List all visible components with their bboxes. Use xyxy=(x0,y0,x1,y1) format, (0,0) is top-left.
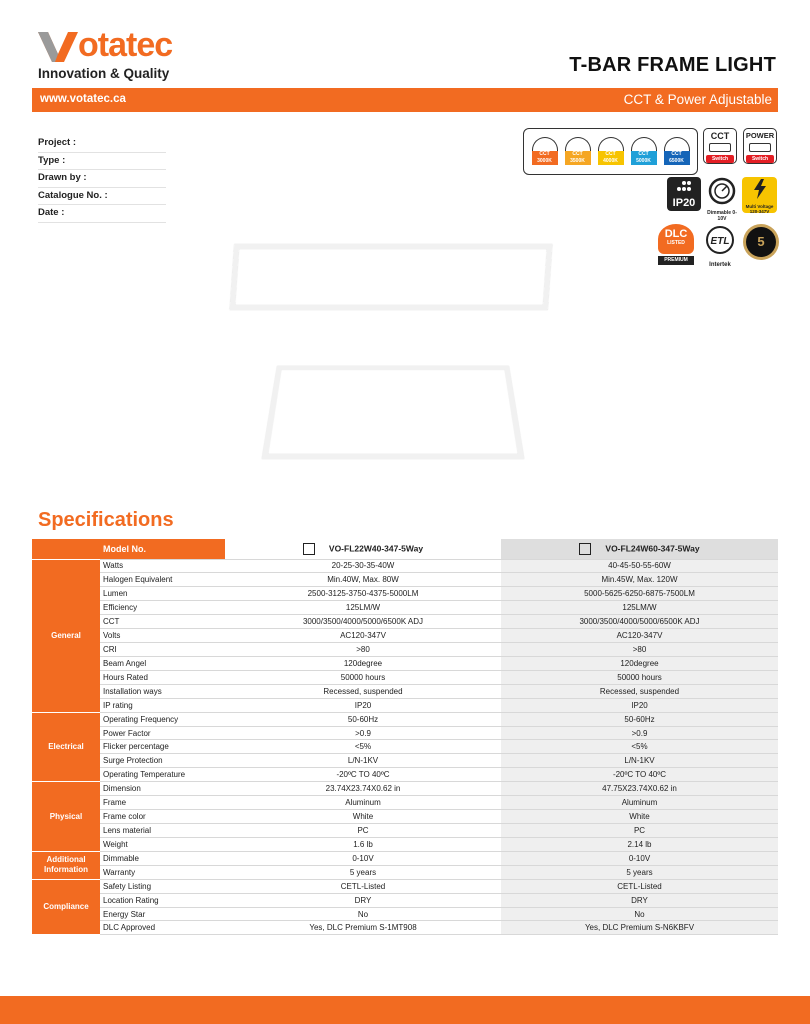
spec-label: Hours Rated xyxy=(100,670,225,684)
table-row xyxy=(32,559,778,573)
model-b-checkbox[interactable] xyxy=(579,543,591,555)
table-row xyxy=(32,587,778,601)
spec-value-a: L/N-1KV xyxy=(225,754,501,768)
cct-chip-top-text: CCT xyxy=(671,150,682,157)
spec-label: Efficiency xyxy=(100,601,225,615)
date-field[interactable]: Date : xyxy=(38,205,166,223)
spec-value-a: 50000 hours xyxy=(225,670,501,684)
switch-icon xyxy=(749,143,771,152)
spec-value-b: No xyxy=(501,907,778,921)
cct-chip-value: 6500K xyxy=(669,157,684,164)
table-row xyxy=(32,615,778,629)
header-bar xyxy=(32,88,778,112)
specifications-table xyxy=(32,539,778,935)
spec-value-a: White xyxy=(225,810,501,824)
spec-value-b: 50-60Hz xyxy=(501,712,778,726)
cct-chip-top-text: CCT xyxy=(605,150,616,157)
cct-chip-top-text: CCT xyxy=(539,150,550,157)
table-row xyxy=(32,684,778,698)
table-row xyxy=(32,768,778,782)
spec-label: Location Rating xyxy=(100,893,225,907)
spec-label: Frame color xyxy=(100,810,225,824)
table-row xyxy=(32,601,778,615)
cct-switch-label: CCT xyxy=(710,131,730,141)
dimmable-badge xyxy=(705,177,739,222)
spec-value-b: <5% xyxy=(501,740,778,754)
warranty-badge xyxy=(743,224,779,260)
product-image-2x2-panel xyxy=(262,366,524,459)
bulb-icon xyxy=(631,137,657,151)
spec-value-b: 5000-5625-6250-6875-7500LM xyxy=(501,587,778,601)
spec-value-a: AC120-347V xyxy=(225,629,501,643)
model-a-checkbox[interactable] xyxy=(303,543,315,555)
spec-value-a: Min.40W, Max. 80W xyxy=(225,573,501,587)
spec-value-b: 3000/3500/4000/5000/6500K ADJ xyxy=(501,615,778,629)
bulb-icon xyxy=(664,137,690,151)
page-title: T-BAR FRAME LIGHT xyxy=(569,54,776,76)
spec-group-label: Additional Information xyxy=(32,851,100,879)
dlc-label: DLC xyxy=(664,228,688,240)
cct-chip xyxy=(664,137,690,167)
intertek-label: Intertek xyxy=(709,262,731,268)
spec-value-b: Min.45W, Max. 120W xyxy=(501,573,778,587)
spec-group-label: General xyxy=(32,559,100,712)
spec-label: Operating Temperature xyxy=(100,768,225,782)
spec-group-label: Electrical xyxy=(32,712,100,782)
spec-value-a: IP20 xyxy=(225,698,501,712)
table-row xyxy=(32,837,778,851)
logo-v-mark xyxy=(38,28,78,62)
ip20-label: IP20 xyxy=(672,197,696,209)
cct-chip-value: 3500K xyxy=(570,157,585,164)
spec-label: Weight xyxy=(100,837,225,851)
water-drops-icon xyxy=(675,180,693,192)
spec-value-b: Yes, DLC Premium S-N6KBFV xyxy=(501,921,778,935)
dlc-premium-label: PREMIUM xyxy=(658,256,694,265)
brand-logo xyxy=(38,26,172,62)
spec-label: Installation ways xyxy=(100,684,225,698)
cct-chip-label xyxy=(664,151,690,165)
table-row xyxy=(32,907,778,921)
table-row xyxy=(32,656,778,670)
model-a-number: VO-FL22W40-347-5Way xyxy=(328,543,424,553)
spec-value-a: -20ºC TO 40ºC xyxy=(225,768,501,782)
cct-switch-pill: Switch xyxy=(706,155,734,163)
table-row xyxy=(32,796,778,810)
svg-text:ETL: ETL xyxy=(710,236,730,247)
spec-value-b: IP20 xyxy=(501,698,778,712)
spec-value-b: Aluminum xyxy=(501,796,778,810)
type-field[interactable]: Type : xyxy=(38,153,166,171)
table-row xyxy=(32,824,778,838)
table-row xyxy=(32,921,778,935)
table-row xyxy=(32,754,778,768)
spec-label: Lens material xyxy=(100,824,225,838)
spec-label: Surge Protection xyxy=(100,754,225,768)
table-row xyxy=(32,810,778,824)
cct-chip xyxy=(598,137,624,167)
catalogue-field[interactable]: Catalogue No. : xyxy=(38,188,166,206)
product-image-2x4-panel xyxy=(230,244,553,310)
cct-chip-label xyxy=(565,151,591,165)
spec-value-b: 40-45-50-55-60W xyxy=(501,559,778,573)
cct-switch-badge xyxy=(703,128,737,164)
cct-steps-badge xyxy=(523,128,698,175)
spec-value-b: >0.9 xyxy=(501,726,778,740)
spec-value-b: Recessed, suspended xyxy=(501,684,778,698)
spec-label: Safety Listing xyxy=(100,879,225,893)
cct-chip-label xyxy=(631,151,657,165)
spec-value-a: Aluminum xyxy=(225,796,501,810)
spec-group-label: Compliance xyxy=(32,879,100,935)
model-b-number: VO-FL24W60-347-5Way xyxy=(605,543,700,553)
dlc-listed-label: LISTED xyxy=(667,240,685,246)
cct-chip-value: 3000K xyxy=(537,157,552,164)
cct-chip-top-text: CCT xyxy=(638,150,649,157)
spec-value-a: 120degree xyxy=(225,656,501,670)
cct-chip xyxy=(532,137,558,167)
table-row xyxy=(32,893,778,907)
spec-value-b: 0-10V xyxy=(501,851,778,865)
spec-value-b: 120degree xyxy=(501,656,778,670)
spec-value-a: Recessed, suspended xyxy=(225,684,501,698)
project-field[interactable]: Project : xyxy=(38,135,166,153)
spec-label: Volts xyxy=(100,629,225,643)
spec-value-a: 5 years xyxy=(225,865,501,879)
spec-label: Frame xyxy=(100,796,225,810)
spec-value-b: 47.75X23.74X0.62 in xyxy=(501,782,778,796)
model-b-header xyxy=(501,539,778,559)
table-row xyxy=(32,726,778,740)
multi-voltage-label: Multi Voltage 120-347V xyxy=(745,204,774,213)
model-a-header xyxy=(225,539,501,559)
spec-value-a: CETL-Listed xyxy=(225,879,501,893)
etl-badge xyxy=(700,224,740,268)
spec-value-a: 1.6 lb xyxy=(225,837,501,851)
cct-chip xyxy=(565,137,591,167)
spec-label: Dimmable xyxy=(100,851,225,865)
table-row xyxy=(32,740,778,754)
spec-value-b: 125LM/W xyxy=(501,601,778,615)
project-fields xyxy=(38,135,166,223)
drawn-by-field[interactable]: Drawn by : xyxy=(38,170,166,188)
switch-icon xyxy=(709,143,731,152)
spec-value-b: DRY xyxy=(501,893,778,907)
logo-text: otatec xyxy=(78,26,173,64)
spec-label: Energy Star xyxy=(100,907,225,921)
spec-label: CRI xyxy=(100,643,225,657)
header-blank xyxy=(32,539,100,559)
dimmer-knob-icon xyxy=(708,177,736,205)
bulb-icon xyxy=(532,137,558,151)
bulb-icon xyxy=(598,137,624,151)
spec-label: Beam Angel xyxy=(100,656,225,670)
cct-chip xyxy=(631,137,657,167)
cct-chip-label xyxy=(598,151,624,165)
spec-value-a: 3000/3500/4000/5000/6500K ADJ xyxy=(225,615,501,629)
spec-label: CCT xyxy=(100,615,225,629)
power-switch-pill: Switch xyxy=(746,155,774,163)
spec-label: Watts xyxy=(100,559,225,573)
specifications-title: Specifications xyxy=(38,509,174,531)
spec-value-b: CETL-Listed xyxy=(501,879,778,893)
spec-value-a: 0-10V xyxy=(225,851,501,865)
spec-value-a: >80 xyxy=(225,643,501,657)
cct-chip-label xyxy=(532,151,558,165)
lightning-bolt-icon xyxy=(752,179,768,199)
spec-value-b: White xyxy=(501,810,778,824)
spec-label: Halogen Equivalent xyxy=(100,573,225,587)
spec-label: DLC Approved xyxy=(100,921,225,935)
cct-chip-top-text: CCT xyxy=(572,150,583,157)
power-switch-badge xyxy=(743,128,777,164)
table-row xyxy=(32,573,778,587)
spec-value-a: 50-60Hz xyxy=(225,712,501,726)
spec-value-a: 20-25-30-35-40W xyxy=(225,559,501,573)
cct-chip-value: 4000K xyxy=(603,157,618,164)
spec-value-b: L/N-1KV xyxy=(501,754,778,768)
footer-bar xyxy=(0,996,810,1024)
spec-value-b: 2.14 lb xyxy=(501,837,778,851)
table-row xyxy=(32,851,778,865)
spec-label: Flicker percentage xyxy=(100,740,225,754)
spec-value-a: >0.9 xyxy=(225,726,501,740)
power-switch-label: POWER xyxy=(745,131,775,140)
table-row xyxy=(32,670,778,684)
spec-label: Lumen xyxy=(100,587,225,601)
dlc-shield xyxy=(658,224,694,254)
cct-chip-value: 5000K xyxy=(636,157,651,164)
page-subtitle: CCT & Power Adjustable xyxy=(623,92,772,107)
spec-value-a: 125LM/W xyxy=(225,601,501,615)
model-no-label: Model No. xyxy=(100,539,225,559)
spec-value-b: 5 years xyxy=(501,865,778,879)
spec-value-a: 2500-3125-3750-4375-5000LM xyxy=(225,587,501,601)
spec-value-a: Yes, DLC Premium S-1MT908 xyxy=(225,921,501,935)
etl-listed-icon xyxy=(704,224,736,256)
spec-label: Warranty xyxy=(100,865,225,879)
dlc-badge xyxy=(658,224,696,268)
multi-voltage-badge xyxy=(742,177,777,213)
spec-group-label: Physical xyxy=(32,782,100,852)
spec-value-a: <5% xyxy=(225,740,501,754)
table-row xyxy=(32,879,778,893)
spec-value-a: 23.74X23.74X0.62 in xyxy=(225,782,501,796)
spec-value-a: DRY xyxy=(225,893,501,907)
spec-value-a: PC xyxy=(225,824,501,838)
spec-value-b: PC xyxy=(501,824,778,838)
spec-value-a: No xyxy=(225,907,501,921)
ip20-badge xyxy=(667,177,701,211)
table-row xyxy=(32,782,778,796)
table-header-row xyxy=(32,539,778,559)
tagline: Innovation & Quality xyxy=(38,66,170,81)
spec-value-b: -20ºC TO 40ºC xyxy=(501,768,778,782)
table-row xyxy=(32,712,778,726)
table-row xyxy=(32,698,778,712)
warranty-years: 5 xyxy=(746,227,776,257)
spec-value-b: 50000 hours xyxy=(501,670,778,684)
spec-label: Dimension xyxy=(100,782,225,796)
spec-label: IP rating xyxy=(100,698,225,712)
website-link[interactable]: www.votatec.ca xyxy=(40,93,126,105)
table-row xyxy=(32,643,778,657)
spec-label: Power Factor xyxy=(100,726,225,740)
table-row xyxy=(32,865,778,879)
bulb-icon xyxy=(565,137,591,151)
table-row xyxy=(32,629,778,643)
dimmable-label: Dimmable 0-10V xyxy=(707,210,737,222)
spec-label: Operating Frequency xyxy=(100,712,225,726)
spec-value-b: AC120-347V xyxy=(501,629,778,643)
spec-value-b: >80 xyxy=(501,643,778,657)
